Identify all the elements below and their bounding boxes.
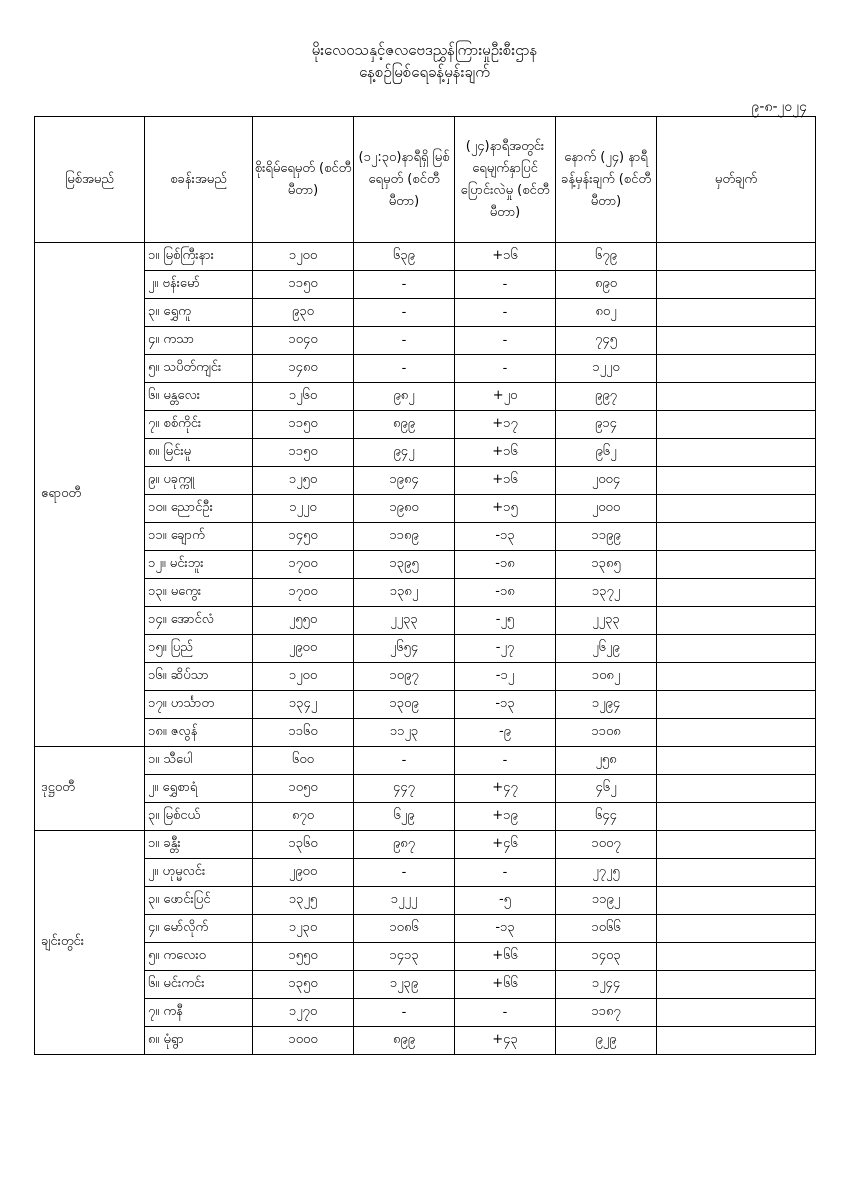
remark — [657, 999, 816, 1027]
table-row — [35, 243, 816, 271]
danger-level: ၁၂၅၀ — [253, 467, 354, 495]
level-change: -၁၈ — [455, 579, 556, 607]
table-row — [35, 775, 816, 803]
danger-level: ၁၁၆၀ — [253, 719, 354, 747]
river-name: ချင်းတွင်း — [35, 831, 145, 1055]
level-change: - — [455, 271, 556, 299]
remark — [657, 719, 816, 747]
current-level: ၁၂၃၉ — [354, 971, 455, 999]
danger-level: ၁၀၀၀ — [253, 1027, 354, 1055]
forecast-level: ၉၁၄ — [556, 411, 657, 439]
forecast-level: ၂၀၀၄ — [556, 467, 657, 495]
current-level: ၁၁၂၃ — [354, 719, 455, 747]
remark — [657, 579, 816, 607]
danger-level: ၁၄၅၀ — [253, 523, 354, 551]
danger-level: ၂၉၀၀ — [253, 635, 354, 663]
level-change: +၂၀ — [455, 383, 556, 411]
station-name: ၁၇။ ဟင်္သာတ — [145, 691, 253, 719]
table-row — [35, 271, 816, 299]
forecast-level: ၄၆၂ — [556, 775, 657, 803]
forecast-level: ၂၇၂၅ — [556, 859, 657, 887]
forecast-level: ၉၂၉ — [556, 1027, 657, 1055]
header-row — [35, 117, 816, 243]
col-header-river: မြစ်အမည် — [35, 117, 145, 243]
forecast-level: ၂၅၈ — [556, 747, 657, 775]
danger-level: ၉၃၀ — [253, 299, 354, 327]
danger-level: ၁၂၀၀ — [253, 243, 354, 271]
danger-level: ၁၁၅၀ — [253, 439, 354, 467]
current-level: ၂၂၃၃ — [354, 607, 455, 635]
forecast-level: ၆၄၄ — [556, 803, 657, 831]
col-header-current-level: (၁၂:၃၀)နာရီရှိ မြစ်ရေမှတ် (စင်တီမီတာ) — [354, 117, 455, 243]
river-name: ဒုဋ္ဌဝတီ — [35, 747, 145, 831]
table-row — [35, 439, 816, 467]
table-row — [35, 803, 816, 831]
remark — [657, 663, 816, 691]
current-level: - — [354, 299, 455, 327]
station-name: ၆။ မန္တလေး — [145, 383, 253, 411]
current-level: ၆၃၉ — [354, 243, 455, 271]
current-level: ၁၉၈၀ — [354, 495, 455, 523]
danger-level: ၁၃၂၅ — [253, 887, 354, 915]
table-row — [35, 551, 816, 579]
level-change: - — [455, 299, 556, 327]
level-change: - — [455, 747, 556, 775]
forecast-level: ၉၆၂ — [556, 439, 657, 467]
current-level: - — [354, 271, 455, 299]
table-row — [35, 411, 816, 439]
level-change: -၉ — [455, 719, 556, 747]
station-name: ၂။ ဗန်းမော် — [145, 271, 253, 299]
danger-level: ၁၁၅၀ — [253, 271, 354, 299]
table-row — [35, 299, 816, 327]
current-level: ၄၄၇ — [354, 775, 455, 803]
remark — [657, 607, 816, 635]
station-name: ၁။ မြစ်ကြီးနား — [145, 243, 253, 271]
danger-level: ၁၅၅၀ — [253, 943, 354, 971]
current-level: - — [354, 999, 455, 1027]
level-change: - — [455, 859, 556, 887]
forecast-level: ၁၁၈၇ — [556, 999, 657, 1027]
forecast-level: ၁၂၂၀ — [556, 355, 657, 383]
current-level: - — [354, 859, 455, 887]
station-name: ၁၁။ ချောက် — [145, 523, 253, 551]
table-row — [35, 971, 816, 999]
forecast-level: ၈၀၂ — [556, 299, 657, 327]
forecast-level: ၇၄၅ — [556, 327, 657, 355]
level-change: +၁၇ — [455, 411, 556, 439]
table-row — [35, 915, 816, 943]
current-level: ၁၀၉၇ — [354, 663, 455, 691]
col-header-change: (၂၄)နာရီအတွင်း ရေမျက်နှာပြင် ပြောင်းလဲမှု (စင်တီမီတာ) — [455, 117, 556, 243]
level-change: -၅ — [455, 887, 556, 915]
station-name: ၅။ ကလေးဝ — [145, 943, 253, 971]
current-level: ၉၈၂ — [354, 383, 455, 411]
level-change: +၄၆ — [455, 831, 556, 859]
danger-level: ၁၂၂၀ — [253, 495, 354, 523]
remark — [657, 383, 816, 411]
table-row — [35, 719, 816, 747]
danger-level: ၁၇၀၀ — [253, 551, 354, 579]
forecast-level: ၁၃၈၅ — [556, 551, 657, 579]
remark — [657, 299, 816, 327]
remark — [657, 943, 816, 971]
forecast-table — [34, 116, 816, 1055]
remark — [657, 495, 816, 523]
current-level: ၁၃၈၂ — [354, 579, 455, 607]
level-change: +၄၃ — [455, 1027, 556, 1055]
station-name: ၃။ ဖောင်းပြင် — [145, 887, 253, 915]
col-header-danger-level: စိုးရိမ်ရေမှတ် (စင်တီမီတာ) — [253, 117, 354, 243]
level-change: +၆၆ — [455, 971, 556, 999]
danger-level: ၆၀၀ — [253, 747, 354, 775]
danger-level: ၁၂၃၀ — [253, 915, 354, 943]
forecast-level: ၉၉၇ — [556, 383, 657, 411]
remark — [657, 467, 816, 495]
current-level: ၈၉၉ — [354, 411, 455, 439]
forecast-level: ၂၆၂၉ — [556, 635, 657, 663]
current-level: ၁၄၁၃ — [354, 943, 455, 971]
table-row — [35, 999, 816, 1027]
remark — [657, 1027, 816, 1055]
forecast-level: ၁၄၀၃ — [556, 943, 657, 971]
remark — [657, 243, 816, 271]
table-row — [35, 467, 816, 495]
page-title: မိုးလေဝသနှင့်ဇလဗေဒညွှန်ကြားမှုဦးစီးဌာန — [311, 41, 538, 59]
danger-level: ၁၃၅၀ — [253, 971, 354, 999]
current-level: ၁၂၂၂ — [354, 887, 455, 915]
station-name: ၁၅။ ပြည် — [145, 635, 253, 663]
station-name: ၈။ မုံရွာ — [145, 1027, 253, 1055]
forecast-level: ၂၀၀၀ — [556, 495, 657, 523]
danger-level: ၁၂၇၀ — [253, 999, 354, 1027]
table-row — [35, 635, 816, 663]
station-name: ၁၃။ မကွေး — [145, 579, 253, 607]
station-name: ၄။ မော်လိုက် — [145, 915, 253, 943]
station-name: ၂။ ရွှေစာရံ — [145, 775, 253, 803]
table-row — [35, 579, 816, 607]
remark — [657, 831, 816, 859]
table-row — [35, 383, 816, 411]
level-change: -၁၃ — [455, 523, 556, 551]
table-row — [35, 859, 816, 887]
level-change: +၁၅ — [455, 495, 556, 523]
danger-level: ၁၂၀၀ — [253, 663, 354, 691]
level-change: +၄၇ — [455, 775, 556, 803]
table-row — [35, 943, 816, 971]
current-level: - — [354, 355, 455, 383]
station-name: ၁၈။ ဇလွန် — [145, 719, 253, 747]
table-row — [35, 607, 816, 635]
station-name: ၆။ မင်းကင်း — [145, 971, 253, 999]
forecast-level: ၁၁၉၉ — [556, 523, 657, 551]
danger-level: ၁၄၈၀ — [253, 355, 354, 383]
danger-level: ၁၂၆၀ — [253, 383, 354, 411]
remark — [657, 691, 816, 719]
current-level: ၁၃၀၉ — [354, 691, 455, 719]
danger-level: ၁၃၆၀ — [253, 831, 354, 859]
station-name: ၁။ ခန္တီး — [145, 831, 253, 859]
station-name: ၇။ စစ်ကိုင်း — [145, 411, 253, 439]
station-name: ၁၀။ ညောင်ဦး — [145, 495, 253, 523]
station-name: ၈။ မြင်းမူ — [145, 439, 253, 467]
current-level: - — [354, 327, 455, 355]
remark — [657, 915, 816, 943]
remark — [657, 971, 816, 999]
remark — [657, 887, 816, 915]
station-name: ၇။ ကနီ — [145, 999, 253, 1027]
forecast-level: ၁၁၀၈ — [556, 719, 657, 747]
report-date: ၉-၈-၂၀၂၄ — [751, 99, 807, 115]
forecast-level: ၁၀၆၆ — [556, 915, 657, 943]
current-level: ၁၃၉၅ — [354, 551, 455, 579]
table-row — [35, 691, 816, 719]
remark — [657, 327, 816, 355]
col-header-remarks: မှတ်ချက် — [657, 117, 816, 243]
col-header-forecast: နောက် (၂၄) နာရီ ခန့်မှန်းချက် (စင်တီမီတာ) — [556, 117, 657, 243]
danger-level: ၁၃၄၂ — [253, 691, 354, 719]
level-change: -၁၂ — [455, 663, 556, 691]
current-level: ၁၀၈၆ — [354, 915, 455, 943]
level-change: +၁၉ — [455, 803, 556, 831]
remark — [657, 271, 816, 299]
level-change: - — [455, 999, 556, 1027]
level-change: +၁၆ — [455, 243, 556, 271]
level-change: - — [455, 355, 556, 383]
danger-level: ၈၇၀ — [253, 803, 354, 831]
current-level: ၆၂၉ — [354, 803, 455, 831]
current-level: ၈၉၉ — [354, 1027, 455, 1055]
table-row — [35, 1027, 816, 1055]
remark — [657, 523, 816, 551]
station-name: ၁၆။ ဆိပ်သာ — [145, 663, 253, 691]
forecast-level: ၆၇၉ — [556, 243, 657, 271]
current-level: ၉၄၂ — [354, 439, 455, 467]
level-change: - — [455, 327, 556, 355]
forecast-level: ၂၂၃၃ — [556, 607, 657, 635]
table-row — [35, 355, 816, 383]
remark — [657, 775, 816, 803]
remark — [657, 411, 816, 439]
current-level: ၁၁၈၉ — [354, 523, 455, 551]
station-name: ၃။ မြစ်ငယ် — [145, 803, 253, 831]
current-level: ၁၉၈၄ — [354, 467, 455, 495]
remark — [657, 551, 816, 579]
table-row — [35, 831, 816, 859]
remark — [657, 635, 816, 663]
station-name: ၂။ ဟုမ္မလင်း — [145, 859, 253, 887]
level-change: -၂၅ — [455, 607, 556, 635]
current-level: - — [354, 747, 455, 775]
station-name: ၅။ သပိတ်ကျင်း — [145, 355, 253, 383]
level-change: +၁၆ — [455, 467, 556, 495]
forecast-level: ၁၁၉၂ — [556, 887, 657, 915]
forecast-level: ၈၉၀ — [556, 271, 657, 299]
col-header-station: စခန်းအမည် — [145, 117, 253, 243]
level-change: -၁၈ — [455, 551, 556, 579]
current-level: ၂၆၅၄ — [354, 635, 455, 663]
table-row — [35, 327, 816, 355]
station-name: ၁၂။ မင်းဘူး — [145, 551, 253, 579]
page-subtitle: နေ့စဉ်မြစ်ရေခန့်မှန်းချက် — [359, 63, 490, 81]
level-change: -၁၃ — [455, 691, 556, 719]
table-row — [35, 523, 816, 551]
remark — [657, 859, 816, 887]
level-change: +၁၆ — [455, 439, 556, 467]
forecast-level: ၁၀၀၇ — [556, 831, 657, 859]
forecast-level: ၁၂၄၄ — [556, 971, 657, 999]
table-row — [35, 887, 816, 915]
remark — [657, 747, 816, 775]
danger-level: ၂၅၅၀ — [253, 607, 354, 635]
level-change: -၂၇ — [455, 635, 556, 663]
station-name: ၁။ သီပေါ — [145, 747, 253, 775]
table-row — [35, 747, 816, 775]
station-name: ၉။ ပခုက္ကူ — [145, 467, 253, 495]
table-row — [35, 495, 816, 523]
level-change: -၁၃ — [455, 915, 556, 943]
forecast-level: ၁၂၉၄ — [556, 691, 657, 719]
danger-level: ၁၁၅၀ — [253, 411, 354, 439]
river-name: ဧရာဝတီ — [35, 243, 145, 747]
table-body — [35, 243, 816, 1055]
level-change: +၆၆ — [455, 943, 556, 971]
station-name: ၄။ ကသာ — [145, 327, 253, 355]
forecast-level: ၁၀၈၂ — [556, 663, 657, 691]
danger-level: ၁၇၀၀ — [253, 579, 354, 607]
station-name: ၃။ ရွှေကူ — [145, 299, 253, 327]
remark — [657, 439, 816, 467]
remark — [657, 803, 816, 831]
danger-level: ၁၀၄၀ — [253, 327, 354, 355]
remark — [657, 355, 816, 383]
danger-level: ၁၀၅၀ — [253, 775, 354, 803]
table-row — [35, 663, 816, 691]
current-level: ၉၈၇ — [354, 831, 455, 859]
station-name: ၁၄။ အောင်လံ — [145, 607, 253, 635]
danger-level: ၂၉၀၀ — [253, 859, 354, 887]
forecast-level: ၁၃၇၂ — [556, 579, 657, 607]
